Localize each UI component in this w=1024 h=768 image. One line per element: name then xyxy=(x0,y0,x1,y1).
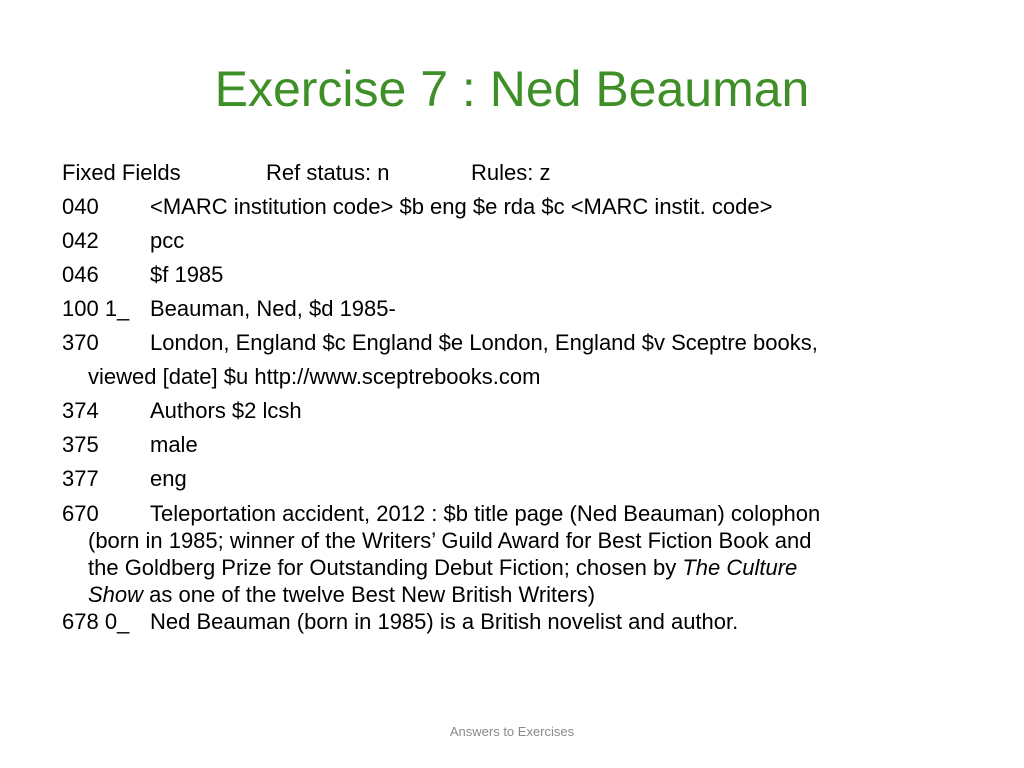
record-body xyxy=(62,156,982,635)
slide-title: Exercise 7 : Ned Beauman xyxy=(214,61,810,117)
fixed-fields-row xyxy=(62,156,982,190)
field-670 xyxy=(62,500,982,635)
ref-status: Ref status: n xyxy=(266,160,390,185)
field-670-line3: the Goldberg Prize for Outstanding Debut Fiction; chosen by The Culture xyxy=(88,555,798,580)
field-670-line4: Show as one of the twelve Best New British Writers) xyxy=(88,582,596,607)
field-tag: 377 xyxy=(62,466,99,491)
culture-show-title-cont: Show xyxy=(88,582,144,607)
field-100 xyxy=(62,292,982,326)
field-670-line2: (born in 1985; winner of the Writers’ Guild Award for Best Fiction Book and xyxy=(88,528,812,553)
field-tag: 374 xyxy=(62,398,99,423)
field-tag: 375 xyxy=(62,432,99,457)
field-tag: 670 xyxy=(62,501,99,526)
field-370-continuation: viewed [date] $u http://www.sceptrebooks.com xyxy=(88,364,541,389)
field-377 xyxy=(62,462,982,496)
field-text: <MARC institution code> $b eng $e rda $c <MARC instit. code> xyxy=(150,194,773,219)
field-tag: 040 xyxy=(62,194,99,219)
field-046 xyxy=(62,258,982,292)
slide-footer: Answers to Exercises xyxy=(449,724,575,739)
culture-show-title: The Culture xyxy=(682,555,798,580)
rules: Rules: z xyxy=(471,160,551,185)
field-tag: 678 0_ xyxy=(62,609,130,634)
field-text: Ned Beauman (born in 1985) is a British novelist and author. xyxy=(150,609,739,634)
field-text: pcc xyxy=(150,228,185,253)
field-text: Authors $2 lcsh xyxy=(150,398,302,423)
field-374 xyxy=(62,394,982,428)
field-text: $f 1985 xyxy=(150,262,224,287)
field-375 xyxy=(62,428,982,462)
field-tag: 046 xyxy=(62,262,99,287)
field-tag: 100 1_ xyxy=(62,296,130,321)
field-678 xyxy=(62,608,982,635)
field-040 xyxy=(62,190,982,224)
field-tag: 370 xyxy=(62,330,99,355)
field-text: Beauman, Ned, $d 1985- xyxy=(150,296,396,321)
field-tag: 042 xyxy=(62,228,99,253)
field-042 xyxy=(62,224,982,258)
field-370 xyxy=(62,326,982,360)
field-text: male xyxy=(150,432,198,457)
field-text: eng xyxy=(150,466,187,491)
field-text: London, England $c England $e London, England $v Sceptre books, xyxy=(150,330,818,355)
fixed-fields-label: Fixed Fields xyxy=(62,160,181,185)
field-670-line1: Teleportation accident, 2012 : $b title page (Ned Beauman) colophon xyxy=(150,501,821,526)
